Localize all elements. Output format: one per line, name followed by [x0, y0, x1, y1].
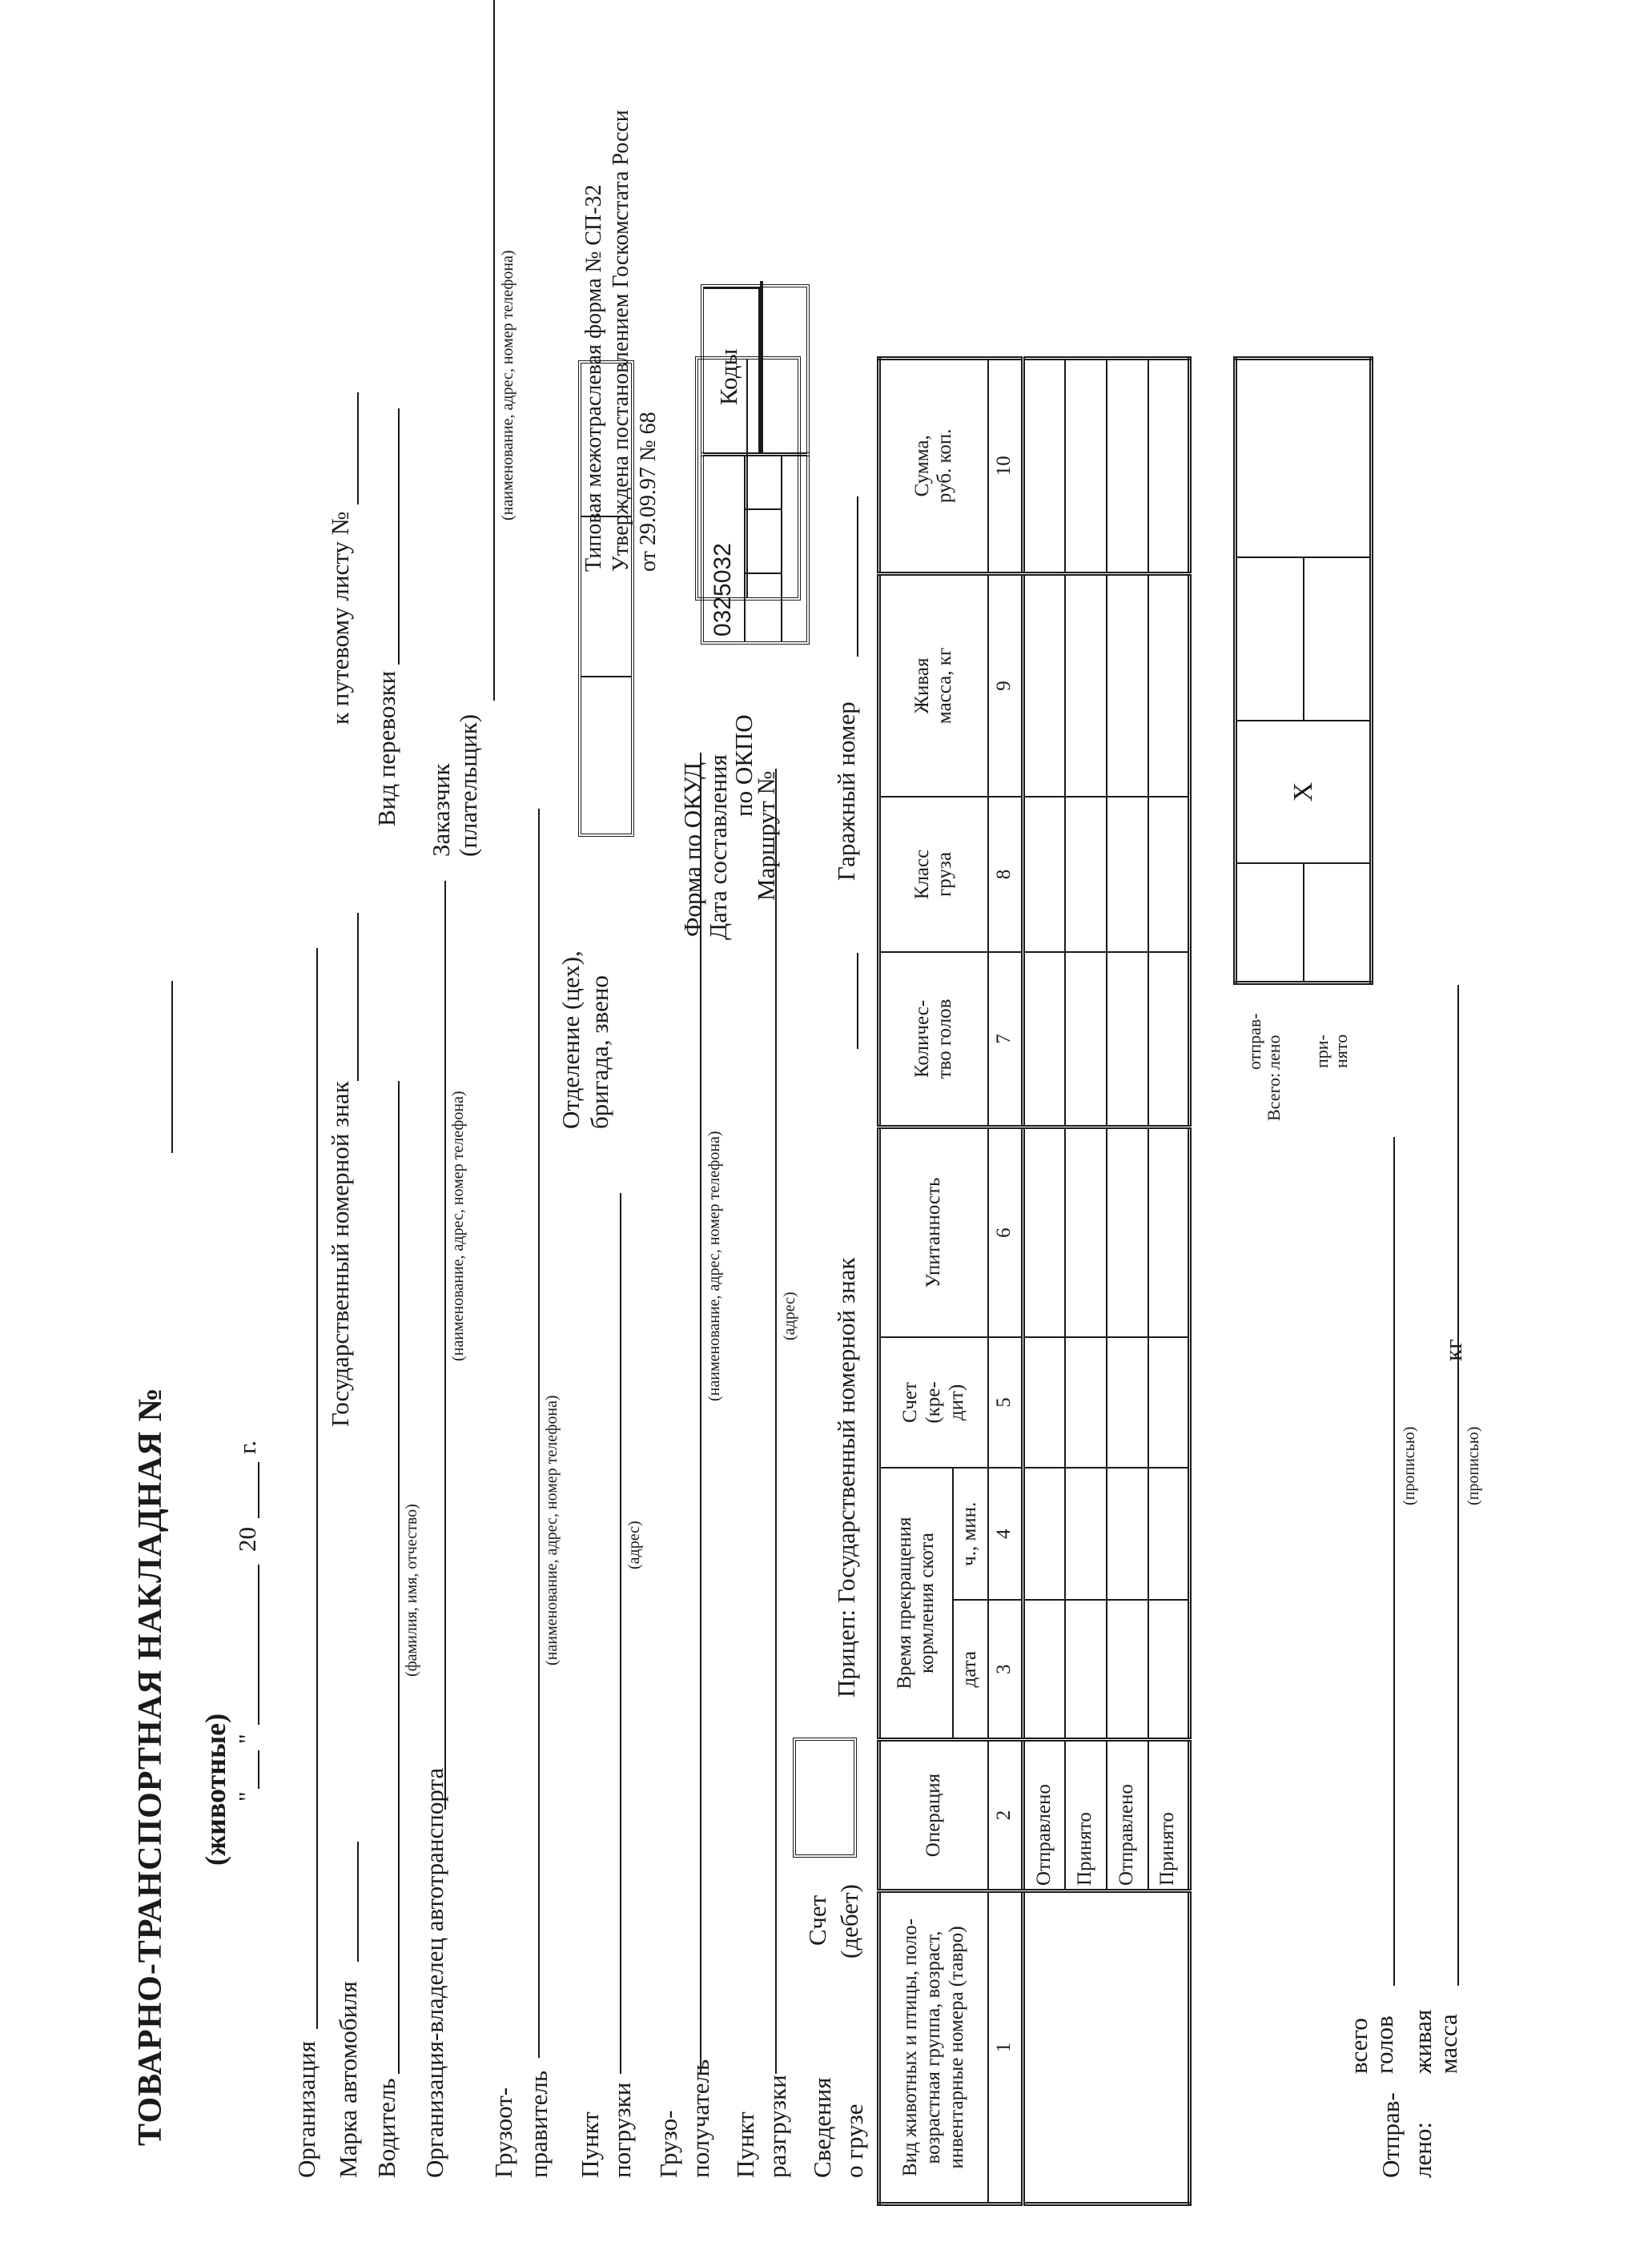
total-sent-label-l2: лено — [1264, 1035, 1284, 1070]
form-header-line1: Типовая межотраслевая форма № СП-32 — [581, 184, 606, 572]
data-cell[interactable] — [1023, 1468, 1065, 1600]
okud-value: 0325032 — [709, 543, 736, 637]
col-num-1: 1 — [988, 1891, 1023, 2204]
col-num-4: 4 — [988, 1468, 1023, 1600]
data-cell[interactable] — [1023, 359, 1065, 574]
footer-heads-label-l2: голов — [1370, 2015, 1398, 2074]
data-cell[interactable] — [1065, 1127, 1107, 1337]
col-header-operation: Операция — [879, 1740, 988, 1891]
unloading-field[interactable] — [775, 769, 777, 2074]
account-debit-l2: (дебет) — [835, 1884, 863, 1959]
footer-heads-label-l1: всего — [1345, 2018, 1373, 2074]
unloading-caption: (адрес) — [781, 1292, 798, 1340]
data-cell[interactable] — [1107, 573, 1148, 797]
trailer-label: Прицеп: Государственный номерной знак — [832, 1257, 860, 1698]
total-sent-label-l1: отправ- — [1244, 1013, 1264, 1070]
footer-heads-caption: (прописью) — [1401, 1426, 1418, 1505]
waybill-label: к путевому листу № — [326, 511, 354, 725]
col-header-time: ч., мин. — [953, 1468, 988, 1600]
total-sum[interactable] — [1236, 359, 1372, 557]
date-year-prefix: 20 — [233, 1527, 261, 1552]
car-brand-label: Марка автомобиля — [334, 1981, 362, 2178]
totals-table — [1233, 356, 1373, 985]
organization-field[interactable] — [316, 948, 318, 2029]
footer-heads-field[interactable] — [1393, 1137, 1395, 1986]
route-box[interactable] — [695, 356, 801, 601]
document-title: ТОВАРНО-ТРАНСПОРТНАЯ НАКЛАДНАЯ № — [132, 1387, 169, 2146]
footer-sent-label-l2: лено: — [1409, 2122, 1437, 2178]
col-num-2: 2 — [988, 1740, 1023, 1891]
data-cell[interactable] — [1148, 1601, 1190, 1740]
col-header-feeding-stop: Время прекращения кормления скота — [879, 1468, 953, 1739]
organization-label: Организация — [292, 2041, 320, 2178]
shipper-label-l2: правитель — [525, 2071, 553, 2178]
col-header-date: дата — [953, 1601, 988, 1740]
data-cell[interactable] — [1107, 359, 1148, 574]
operation-sent-2: Отправлено — [1107, 1740, 1148, 1891]
consignee-caption: (наименование, адрес, номер телефона) — [705, 1131, 723, 1401]
department-box[interactable] — [578, 360, 634, 837]
footer-mass-field[interactable] — [1457, 985, 1459, 1986]
cargo-info-label-l2: о грузе — [840, 2103, 868, 2178]
total-received-label-l1: при- — [1312, 1035, 1332, 1068]
col-header-cargo-class: Класс груза — [879, 797, 988, 951]
data-cell[interactable] — [1065, 573, 1107, 797]
customer-label-l1: Заказчик — [427, 763, 455, 857]
shipper-label-l1: Грузоот- — [489, 2087, 517, 2178]
waybill-field[interactable] — [357, 392, 359, 504]
data-cell[interactable] — [1065, 1337, 1107, 1468]
loading-caption: (адрес) — [625, 1521, 643, 1569]
customer-label-l2: (плательщик) — [454, 713, 482, 857]
trailer-number-field[interactable] — [857, 953, 858, 1049]
total-class-mark: X — [1236, 721, 1372, 864]
col-header-account-credit: Счет (кре- дит) — [879, 1337, 988, 1468]
col-header-head-count: Количес- тво голов — [879, 952, 988, 1127]
driver-label: Водитель — [372, 2078, 400, 2178]
date-created-label: Дата составления — [704, 754, 732, 940]
shipper-field[interactable] — [538, 809, 540, 2058]
operation-received-1: Принято — [1065, 1740, 1107, 1891]
consignee-label-l1: Грузо- — [654, 2110, 682, 2178]
owner-org-field[interactable] — [444, 881, 446, 1810]
customer-field[interactable] — [493, 0, 495, 701]
data-cell[interactable] — [1107, 797, 1148, 951]
data-cell[interactable] — [1107, 1468, 1148, 1600]
data-cell[interactable] — [1023, 1337, 1065, 1468]
col-num-3: 3 — [988, 1601, 1023, 1740]
total-label: Всего: — [1264, 1072, 1284, 1121]
date-month-line[interactable] — [258, 1565, 259, 1725]
document-subtitle: (животные) — [199, 1713, 231, 1866]
animals-table — [877, 356, 1192, 2206]
data-cell[interactable] — [1065, 1601, 1107, 1740]
total-weight-sent[interactable] — [1236, 557, 1304, 721]
data-cell[interactable] — [1148, 952, 1190, 1127]
driver-field[interactable] — [398, 1081, 400, 2074]
date-day-line[interactable] — [258, 1750, 259, 1789]
codes-heading: Коды — [714, 348, 742, 405]
data-cell[interactable] — [1023, 573, 1065, 797]
owner-org-caption: (наименование, адрес, номер телефона) — [449, 1091, 467, 1361]
unloading-label-l2: разгрузки — [763, 2075, 791, 2178]
col-num-7: 7 — [988, 952, 1023, 1127]
data-cell[interactable] — [1023, 952, 1065, 1127]
account-debit-l1: Счет — [803, 1894, 831, 1946]
number-line[interactable] — [171, 981, 173, 1153]
consignee-field[interactable] — [700, 753, 701, 2074]
account-debit-box[interactable] — [793, 1738, 857, 1858]
col-num-10: 10 — [988, 359, 1023, 574]
data-cell[interactable] — [1023, 1601, 1065, 1740]
total-heads-sent[interactable] — [1236, 863, 1304, 982]
data-cell[interactable] — [1148, 1127, 1190, 1337]
footer-kg-label: кг — [1439, 1339, 1467, 1361]
data-cell[interactable] — [1065, 797, 1107, 951]
loading-label-l1: Пункт — [576, 2111, 604, 2178]
shipper-caption: (наименование, адрес, номер телефона) — [543, 1395, 561, 1665]
state-number-field[interactable] — [357, 913, 359, 1081]
unloading-label-l1: Пункт — [731, 2111, 759, 2178]
data-cell[interactable] — [1065, 1468, 1107, 1600]
transport-type-label: Вид перевозки — [372, 670, 400, 826]
owner-org-label: Организация-владелец автотранспорта — [420, 1767, 448, 2178]
operation-sent-1: Отправлено — [1023, 1740, 1065, 1891]
car-brand-field[interactable] — [357, 1842, 359, 1962]
driver-caption: (фамилия, имя, отчество) — [403, 1504, 420, 1677]
col-num-5: 5 — [988, 1337, 1023, 1468]
data-cell[interactable] — [1107, 952, 1148, 1127]
garage-number-field[interactable] — [857, 496, 858, 657]
data-cell[interactable] — [1065, 952, 1107, 1127]
form-header-line3: от 29.09.97 № 68 — [636, 412, 661, 572]
form-header-line2: Утверждена постановлением Госкомстата Росси — [609, 110, 633, 572]
col-header-animal-type: Вид животных и птицы, поло- возрастная группа, возраст, инвентарные номера (тавро) — [879, 1891, 988, 2204]
data-cell[interactable] — [1023, 797, 1065, 951]
total-received-label-l2: нято — [1331, 1034, 1351, 1068]
customer-caption: (наименование, адрес, номер телефона) — [499, 250, 517, 520]
data-cell[interactable] — [1107, 1601, 1148, 1740]
total-weight-received[interactable] — [1304, 557, 1372, 721]
col-num-8: 8 — [988, 797, 1023, 951]
data-cell[interactable] — [1107, 1337, 1148, 1468]
okud-label: Форма по ОКУД — [678, 761, 706, 937]
footer-mass-label-l1: живая — [1409, 2009, 1437, 2074]
data-cell[interactable] — [1107, 1127, 1148, 1337]
data-cell[interactable] — [1148, 1337, 1190, 1468]
footer-mass-caption: (прописью) — [1465, 1426, 1482, 1505]
date-quote-open: " — [233, 1791, 261, 1802]
col-num-9: 9 — [988, 573, 1023, 797]
transport-type-field[interactable] — [398, 408, 400, 665]
loading-label-l2: погрузки — [608, 2082, 636, 2178]
garage-label: Гаражный номер — [832, 701, 860, 881]
col-header-fatness: Упитанность — [879, 1127, 988, 1337]
data-cell[interactable] — [1148, 573, 1190, 797]
data-cell[interactable] — [1065, 359, 1107, 574]
department-label-l2: бригада, звено — [585, 975, 613, 1129]
cargo-info-label-l1: Сведения — [808, 2077, 836, 2178]
date-year-suffix: г. — [233, 1440, 261, 1454]
data-cell[interactable] — [1148, 359, 1190, 574]
okpo-label: по ОКПО — [730, 714, 758, 817]
data-cell[interactable] — [1023, 1127, 1065, 1337]
footer-sent-label-l1: Отправ- — [1377, 2092, 1405, 2178]
route-label: Маршрут № — [752, 770, 780, 901]
operation-received-2: Принято — [1148, 1740, 1190, 1891]
data-cell[interactable] — [1148, 1468, 1190, 1600]
col-header-live-weight: Живая масса, кг — [879, 573, 988, 797]
department-label-l1: Отделение (цех), — [557, 950, 585, 1129]
col-num-6: 6 — [988, 1127, 1023, 1337]
date-year-line[interactable] — [258, 1462, 259, 1518]
state-number-label: Государственный номерной знак — [326, 1081, 354, 1427]
date-quote-close: " — [233, 1734, 261, 1744]
loading-address-field[interactable] — [620, 1193, 621, 2074]
footer-mass-label-l2: масса — [1434, 2014, 1462, 2074]
consignee-label-l2: получатель — [686, 2059, 714, 2178]
col-header-sum: Сумма, руб. коп. — [879, 359, 988, 574]
total-heads-received[interactable] — [1304, 863, 1372, 982]
data-cell[interactable] — [1148, 797, 1190, 951]
animal-type-cell[interactable] — [1023, 1891, 1190, 2204]
